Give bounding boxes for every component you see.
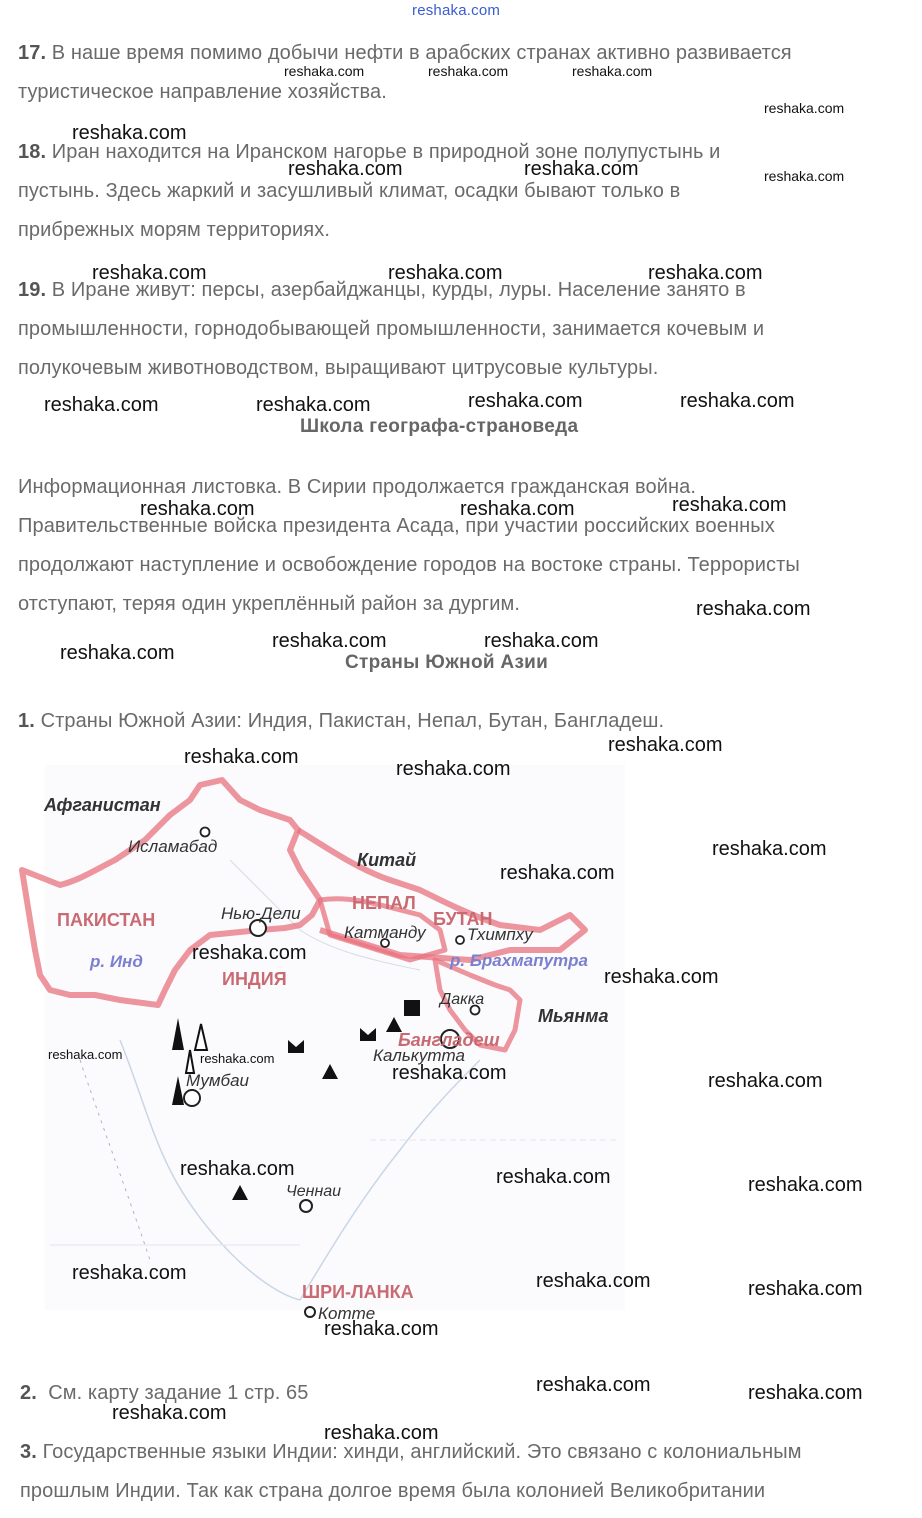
label-bhutan: БУТАН xyxy=(433,909,493,929)
watermark: reshaka.com xyxy=(524,158,639,180)
watermark: reshaka.com xyxy=(484,630,599,652)
label-thimphu: Тхимпху xyxy=(467,925,533,944)
watermark: reshaka.com xyxy=(572,63,653,79)
watermark: reshaka.com xyxy=(696,598,811,620)
islamabad-marker-icon xyxy=(201,828,210,837)
watermark: reshaka.com xyxy=(496,1166,611,1188)
watermark: reshaka.com xyxy=(604,966,719,988)
label-chennai: Ченнаи xyxy=(286,1183,342,1200)
watermark: reshaka.com xyxy=(764,100,845,116)
watermark: reshaka.com xyxy=(140,498,255,520)
label-kathmandu: Катманду xyxy=(344,923,426,942)
text-line: В наше время помимо добычи нефти в арабских странах активно развивается xyxy=(51,42,792,64)
label-kotte: Котте xyxy=(318,1304,376,1323)
watermark: reshaka.com xyxy=(180,1158,295,1180)
kotte-marker-icon xyxy=(305,1307,315,1317)
mumbai-marker-icon xyxy=(184,1090,200,1106)
label-indus-river: р. Инд xyxy=(90,952,143,971)
label-dhaka: Дакка xyxy=(440,991,485,1008)
text-line: Страны Южной Азии: Индия, Пакистан, Непал, Бутан, Бангладеш. xyxy=(40,710,665,732)
watermark: reshaka.com xyxy=(536,1374,651,1396)
watermark: reshaka.com xyxy=(500,862,615,884)
text-line: туристическое направление хозяйства. xyxy=(18,81,387,103)
label-brahmaputra-river: р. Брахмапутра xyxy=(450,951,588,970)
label-india: ИНДИЯ xyxy=(222,969,287,989)
watermark: reshaka.com xyxy=(200,1051,275,1066)
watermark: reshaka.com xyxy=(112,1402,227,1424)
watermark: reshaka.com xyxy=(672,494,787,516)
watermark: reshaka.com xyxy=(284,63,365,79)
watermark: reshaka.com xyxy=(48,1047,123,1062)
thimphu-marker-icon xyxy=(456,936,464,944)
watermark: reshaka.com xyxy=(72,1262,187,1284)
watermark: reshaka.com xyxy=(256,394,371,416)
watermark: reshaka.com xyxy=(272,630,387,652)
watermark: reshaka.com xyxy=(44,394,159,416)
text-line: Правительственные войска президента Асада, при участии российских военных xyxy=(18,515,775,537)
label-kolkata: Калькутта xyxy=(373,1046,465,1065)
site-link[interactable]: reshaka.com xyxy=(412,2,501,19)
item-number: 17. xyxy=(18,42,47,64)
watermark: reshaka.com xyxy=(536,1270,651,1292)
label-mumbai: Мумбаи xyxy=(186,1071,249,1090)
text-line: См. карту задание 1 стр. 65 xyxy=(48,1382,309,1404)
label-afghanistan: Афганистан xyxy=(44,795,161,815)
watermark: reshaka.com xyxy=(608,734,723,756)
iron-ore-icon xyxy=(404,1000,420,1016)
watermark: reshaka.com xyxy=(396,758,511,780)
label-myanmar: Мьянма xyxy=(538,1006,609,1026)
watermark: reshaka.com xyxy=(680,390,795,412)
watermark: reshaka.com xyxy=(712,838,827,860)
text-line: отступают, теряя один укреплённый район за дургим. xyxy=(18,593,521,615)
text-line: полукочевым животноводством, выращивают цитрусовые культуры. xyxy=(18,357,659,379)
label-islamabad: Исламабад xyxy=(128,837,218,856)
watermark: reshaka.com xyxy=(288,158,403,180)
watermark: reshaka.com xyxy=(428,63,509,79)
watermark: reshaka.com xyxy=(192,942,307,964)
section-heading: Страны Южной Азии xyxy=(345,652,549,673)
watermark: reshaka.com xyxy=(72,122,187,144)
section-heading: Школа географа-страноведа xyxy=(300,416,579,437)
text-line: Иран находится на Иранском нагорье в природной зоне полупустынь и xyxy=(51,141,721,163)
watermark: reshaka.com xyxy=(184,746,299,768)
watermark: reshaka.com xyxy=(324,1318,439,1340)
label-pakistan: ПАКИСТАН xyxy=(57,910,156,930)
watermark: reshaka.com xyxy=(748,1278,863,1300)
watermark: reshaka.com xyxy=(92,262,207,284)
item-number: 18. xyxy=(18,141,47,163)
item-number: 19. xyxy=(18,279,47,301)
watermark: reshaka.com xyxy=(468,390,583,412)
item-number: 3. xyxy=(20,1441,37,1463)
watermark: reshaka.com xyxy=(460,498,575,520)
watermark: reshaka.com xyxy=(648,262,763,284)
text-line: промышленности, горнодобывающей промышленности, занимается кочевым и xyxy=(18,318,765,340)
watermark: reshaka.com xyxy=(60,642,175,664)
item-number: 1. xyxy=(18,710,35,732)
label-srilanka: ШРИ-ЛАНКА xyxy=(302,1282,414,1302)
item-number: 2. xyxy=(20,1382,37,1404)
watermark: reshaka.com xyxy=(748,1174,863,1196)
text-line: В Иране живут: персы, азербайджанцы, курды, луры. Население занято в xyxy=(51,279,746,301)
watermark: reshaka.com xyxy=(764,168,845,184)
label-newdelhi: Нью-Дели xyxy=(221,904,301,923)
label-nepal: НЕПАЛ xyxy=(352,893,416,913)
label-china: Китай xyxy=(357,850,417,870)
text-line: продолжают наступление и освобождение городов на востоке страны. Террористы xyxy=(18,554,800,576)
watermark: reshaka.com xyxy=(388,262,503,284)
text-line: Государственные языки Индии: хинди, английский. Это связано с колониальным xyxy=(42,1441,802,1463)
watermark: reshaka.com xyxy=(748,1382,863,1404)
text-line: прошлым Индии. Так как страна долгое время была колонией Великобритании xyxy=(20,1480,766,1502)
watermark: reshaka.com xyxy=(324,1422,439,1444)
text-line: прибрежных морям территориях. xyxy=(18,219,330,241)
watermark: reshaka.com xyxy=(708,1070,823,1092)
chennai-marker-icon xyxy=(300,1200,312,1212)
watermark: reshaka.com xyxy=(392,1062,507,1084)
text-line: пустынь. Здесь жаркий и засушливый климат, осадки бывают только в xyxy=(18,180,681,202)
text-line: Информационная листовка. В Сирии продолжается гражданская война. xyxy=(18,476,697,498)
label-bangladesh: Бангладеш xyxy=(398,1030,500,1050)
